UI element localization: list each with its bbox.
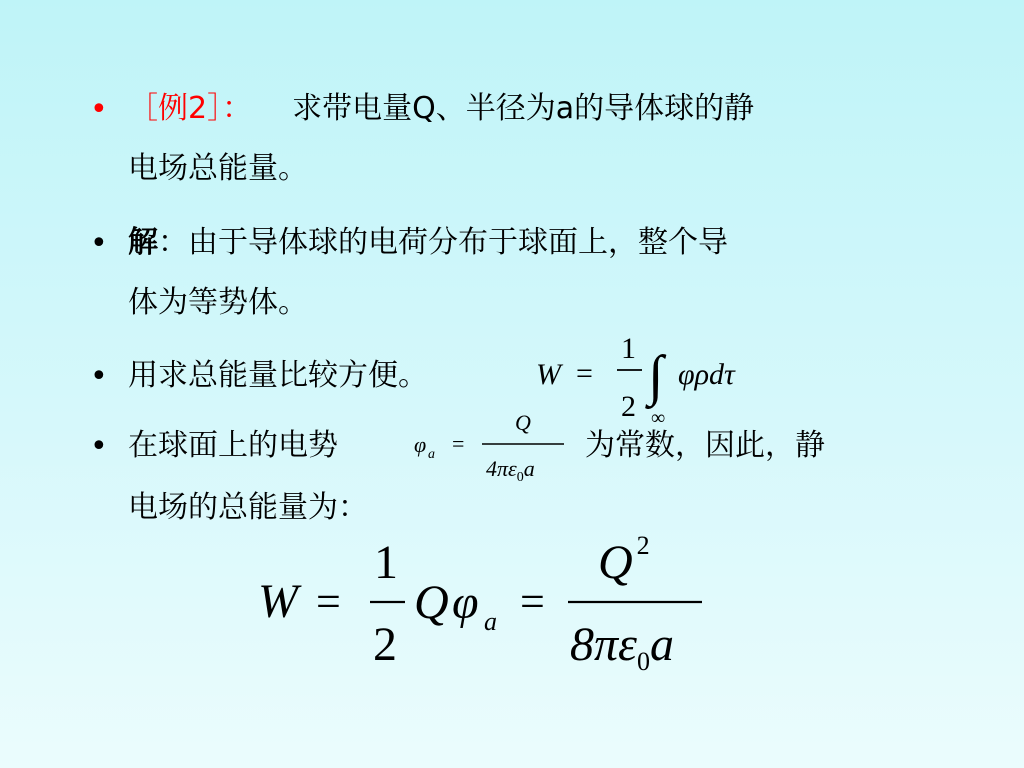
fraction-denominator: 2 bbox=[621, 390, 636, 423]
example-label: ［例2］： bbox=[128, 91, 253, 126]
potential-equals: = bbox=[452, 431, 465, 456]
bullet-dot: • bbox=[90, 226, 108, 261]
denominator-suffix: a bbox=[523, 456, 535, 481]
formula-equals: = bbox=[576, 357, 593, 390]
integral-limit: ∞ bbox=[651, 407, 666, 426]
total-w: W bbox=[258, 575, 298, 628]
bullet-1-line-1 bbox=[128, 89, 754, 129]
phi-symbol: φ bbox=[414, 432, 427, 457]
bullet-2-line-2: 体为等势体。 bbox=[128, 285, 308, 320]
q-squared-exponent: 2 bbox=[636, 532, 650, 560]
solution-text: 由于导体球的电荷分布于球面上，整个导 bbox=[188, 225, 728, 260]
solution-label: 解 bbox=[128, 225, 158, 260]
total-equals-1: = bbox=[316, 577, 341, 626]
bullet-dot: • bbox=[90, 92, 108, 127]
total-denominator-prefix: 8πε bbox=[570, 618, 637, 671]
bullet-2-line-1 bbox=[128, 223, 728, 263]
bullet-3-line-1: 用求总能量比较方便。 bbox=[128, 358, 428, 393]
integral-sign: ∫ bbox=[648, 345, 664, 407]
denominator-prefix: 4πε bbox=[486, 456, 517, 481]
bullet-dot: • bbox=[90, 359, 108, 394]
epsilon-subscript: 0 bbox=[516, 470, 524, 485]
formula-w: W bbox=[536, 358, 561, 391]
total-phi-subscript: a bbox=[484, 607, 497, 636]
total-equals-2: = bbox=[520, 577, 545, 626]
total-phi: φ bbox=[452, 576, 479, 629]
charge-q: Q bbox=[414, 576, 449, 629]
bullet-4-line-1a: 在球面上的电势 bbox=[128, 428, 338, 463]
solution-colon: ： bbox=[158, 225, 188, 260]
total-denominator-suffix: a bbox=[649, 618, 674, 671]
integrand: φρdτ bbox=[678, 358, 735, 391]
total-epsilon-subscript: 0 bbox=[636, 647, 650, 676]
total-numerator-1: 1 bbox=[374, 536, 398, 589]
total-energy-formula bbox=[252, 532, 722, 682]
potential-denominator bbox=[486, 456, 535, 485]
bullet-dot: • bbox=[90, 429, 108, 464]
fraction-numerator: 1 bbox=[621, 332, 636, 365]
surface-potential-formula bbox=[412, 404, 582, 490]
potential-numerator: Q bbox=[515, 410, 531, 435]
bullet-4-line-2: 电场的总能量为： bbox=[128, 490, 368, 525]
bullet-1-line-2: 电场总能量。 bbox=[128, 151, 308, 186]
total-denominator-1: 2 bbox=[373, 618, 397, 671]
total-numerator-2 bbox=[598, 532, 650, 589]
total-denominator-2 bbox=[570, 618, 674, 676]
phi-subscript: a bbox=[428, 447, 435, 462]
problem-text: 求带电量Q、半径为a的导体球的静 bbox=[292, 91, 755, 126]
q-squared-base: Q bbox=[598, 536, 633, 589]
bullet-4-line-1b: 为常数，因此，静 bbox=[585, 428, 825, 463]
